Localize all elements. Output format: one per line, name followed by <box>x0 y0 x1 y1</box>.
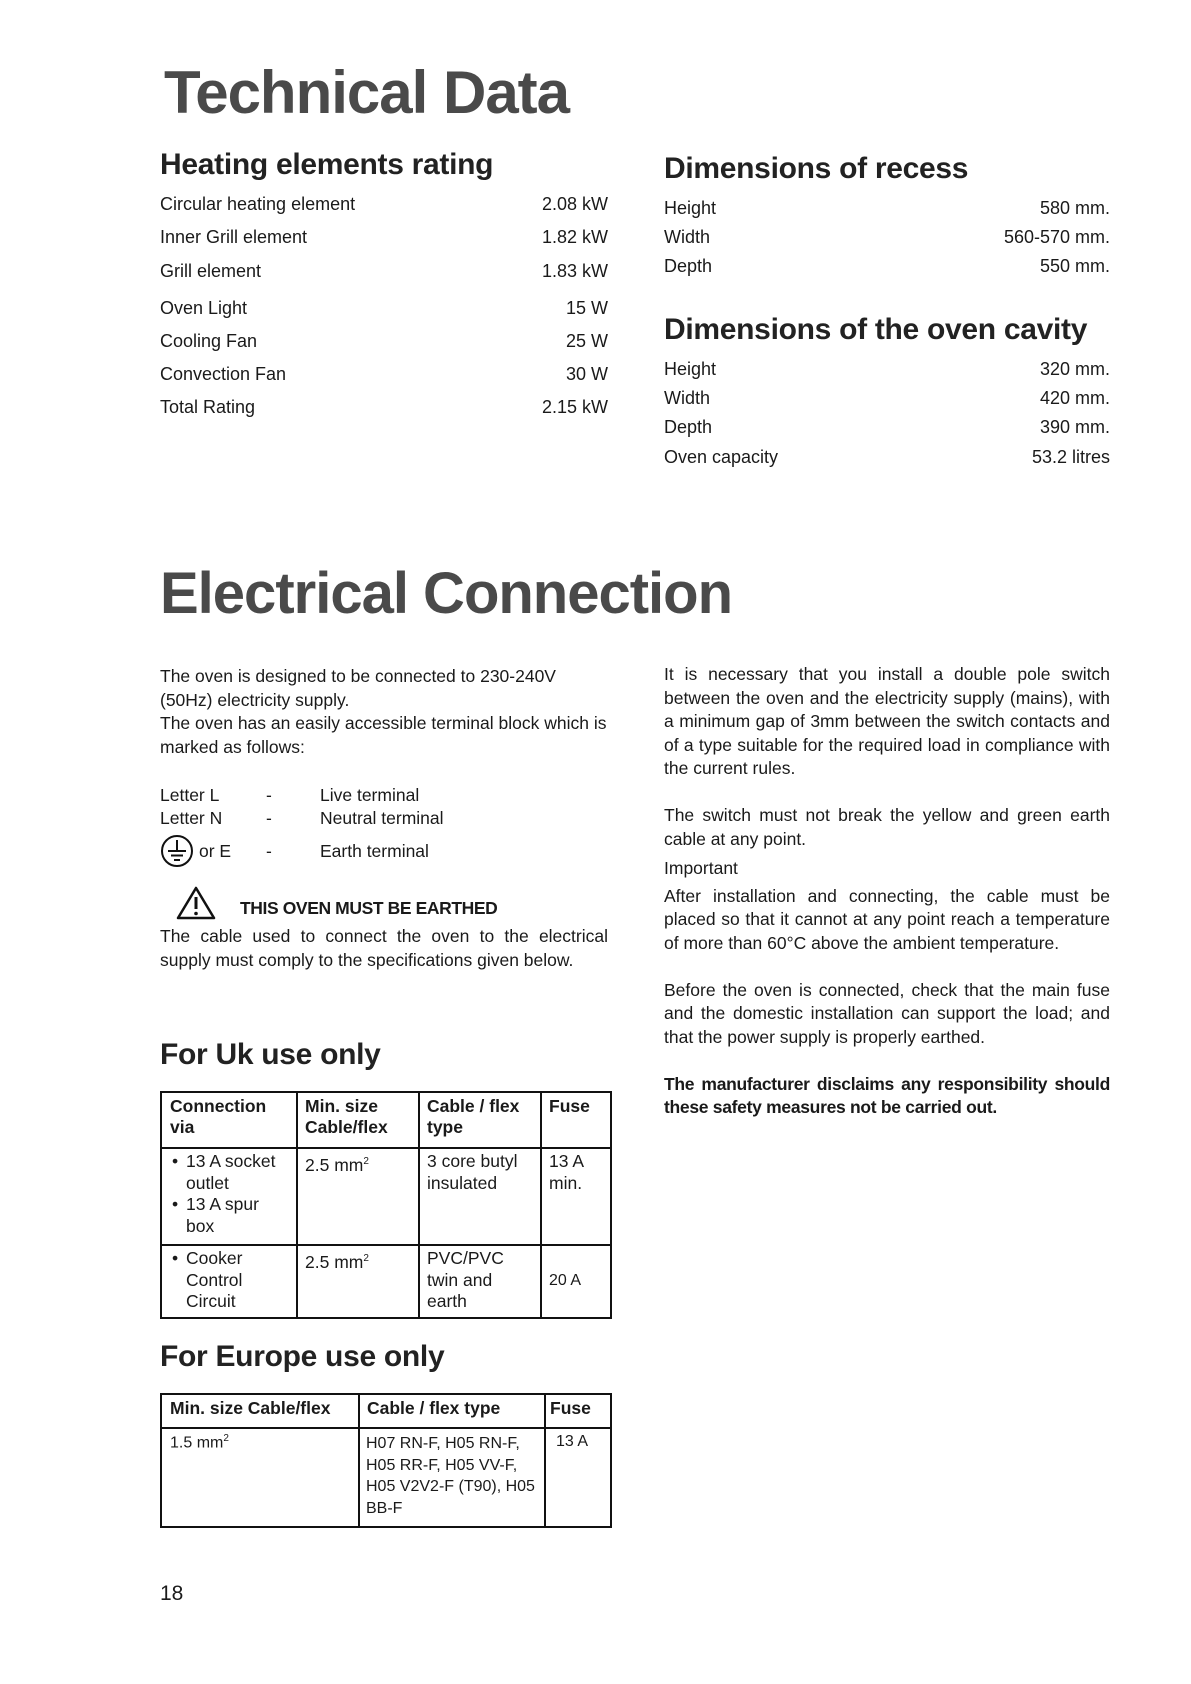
table-header: Connection via <box>161 1092 297 1148</box>
warning-earthed: THIS OVEN MUST BE EARTHED <box>240 898 498 918</box>
table-header-row <box>161 1092 611 1148</box>
table-row <box>161 1428 611 1527</box>
page-number: 18 <box>160 1582 184 1605</box>
intro-paragraph-1: The oven is designed to be connected to 230-240V (50Hz) electricity supply. <box>160 666 556 710</box>
terminal-row-n: Letter N - Neutral terminal <box>160 808 444 828</box>
table-cell: 3 core butyl insulated <box>419 1148 541 1245</box>
table-header: Fuse <box>541 1092 611 1148</box>
table-row <box>161 1148 611 1245</box>
terminal-list: Letter L - Live terminal Letter N - Neutral terminal or E - Earth terminal <box>160 784 612 874</box>
table-cell: • 13 A socket outlet • 13 A spur box <box>161 1148 297 1245</box>
terminal-row-l: Letter L - Live terminal <box>160 785 420 805</box>
list-item: Width 560-570 mm. <box>664 227 1110 247</box>
table-cell: H07 RN-F, H05 RN-F, H05 RR-F, H05 VV-F, H05 V2V2-F (T90), H05 BB-F <box>359 1428 545 1527</box>
list-item: Height 580 mm. <box>664 198 1110 218</box>
table-row <box>161 1245 611 1318</box>
page-title-electrical-connection: Electrical Connection <box>160 561 733 626</box>
double-pole-switch-paragraph: It is necessary that you install a double pole switch between the oven and the electricity supply (mains), with a minimum gap of 3mm between the switch contacts and of a type suitable for the required load in compliance with the current rules. <box>664 664 1110 778</box>
table-cell: • Cooker Control Circuit <box>161 1245 297 1318</box>
table-header: Cable / flex type <box>419 1092 541 1148</box>
important-label: Important <box>664 858 738 878</box>
cable-note: The cable used to connect the oven to the electrical supply must comply to the specifications given below. <box>160 926 608 970</box>
list-item: Cooling Fan 25 W <box>160 331 608 351</box>
list-item: Depth 390 mm. <box>664 417 1110 437</box>
table-cell: 13 A min. <box>541 1148 611 1245</box>
earth-symbol-icon <box>160 834 194 868</box>
europe-cable-table <box>160 1393 612 1528</box>
list-item: Grill element 1.83 kW <box>160 261 608 281</box>
heading-dimensions-recess: Dimensions of recess <box>664 152 969 185</box>
intro-paragraph-2: The oven has an easily accessible terminal block which is marked as follows: <box>160 713 607 757</box>
table-header-row <box>161 1394 611 1428</box>
table-cell: 20 A <box>541 1245 611 1318</box>
recess-dimensions-list <box>664 198 1110 288</box>
list-item: Oven Light 15 W <box>160 298 608 318</box>
table-cell: 1.5 $mm^2$ <box>161 1428 359 1527</box>
warning-triangle-icon <box>176 886 216 920</box>
list-item: Inner Grill element 1.82 kW <box>160 227 608 247</box>
right-column <box>664 663 1110 1120</box>
electrical-intro <box>160 665 612 759</box>
table-cell: 13 A <box>545 1428 611 1527</box>
cavity-dimensions-list <box>664 359 1110 479</box>
heading-dimensions-cavity: Dimensions of the oven cavity <box>664 313 1088 346</box>
page-title-technical-data: Technical Data <box>164 59 570 126</box>
list-item: Depth 550 mm. <box>664 256 1110 276</box>
list-item: Total Rating 2.15 kW <box>160 397 608 417</box>
heading-uk-use: For Uk use only <box>160 1038 381 1071</box>
list-item: Convection Fan 30 W <box>160 364 608 384</box>
manufacturer-disclaimer: The manufacturer disclaims any responsibility should these safety measures not be carried out. <box>664 1073 1110 1117</box>
table-header: Min. size Cable/flex <box>161 1394 359 1428</box>
list-item: Width 420 mm. <box>664 388 1110 408</box>
heating-elements-list <box>160 194 608 424</box>
earth-cable-paragraph: The switch must not break the yellow and green earth cable at any point. <box>664 805 1110 849</box>
cable-placement-paragraph: After installation and connecting, the cable must be placed so that it cannot at any point reach a temperature of more than 60°C above the ambient temperature. <box>664 885 1110 953</box>
table-header: Min. size Cable/flex <box>297 1092 419 1148</box>
list-item: Height 320 mm. <box>664 359 1110 379</box>
list-item: Circular heating element 2.08 kW <box>160 194 608 214</box>
table-cell: 2.5 $mm^2$ <box>297 1245 419 1318</box>
table-cell: 2.5 $mm^2$ <box>297 1148 419 1245</box>
table-cell: PVC/PVC twin and earth <box>419 1245 541 1318</box>
fuse-check-paragraph: Before the oven is connected, check that the main fuse and the domestic installation can support the load; and that the power supply is properly earthed. <box>664 979 1110 1047</box>
heading-europe-use: For Europe use only <box>160 1340 445 1373</box>
table-header: Fuse <box>545 1394 611 1428</box>
uk-cable-table <box>160 1091 612 1319</box>
table-header: Cable / flex type <box>359 1394 545 1428</box>
list-item: Oven capacity 53.2 litres <box>664 447 1110 467</box>
heading-heating-elements: Heating elements rating <box>160 148 494 181</box>
